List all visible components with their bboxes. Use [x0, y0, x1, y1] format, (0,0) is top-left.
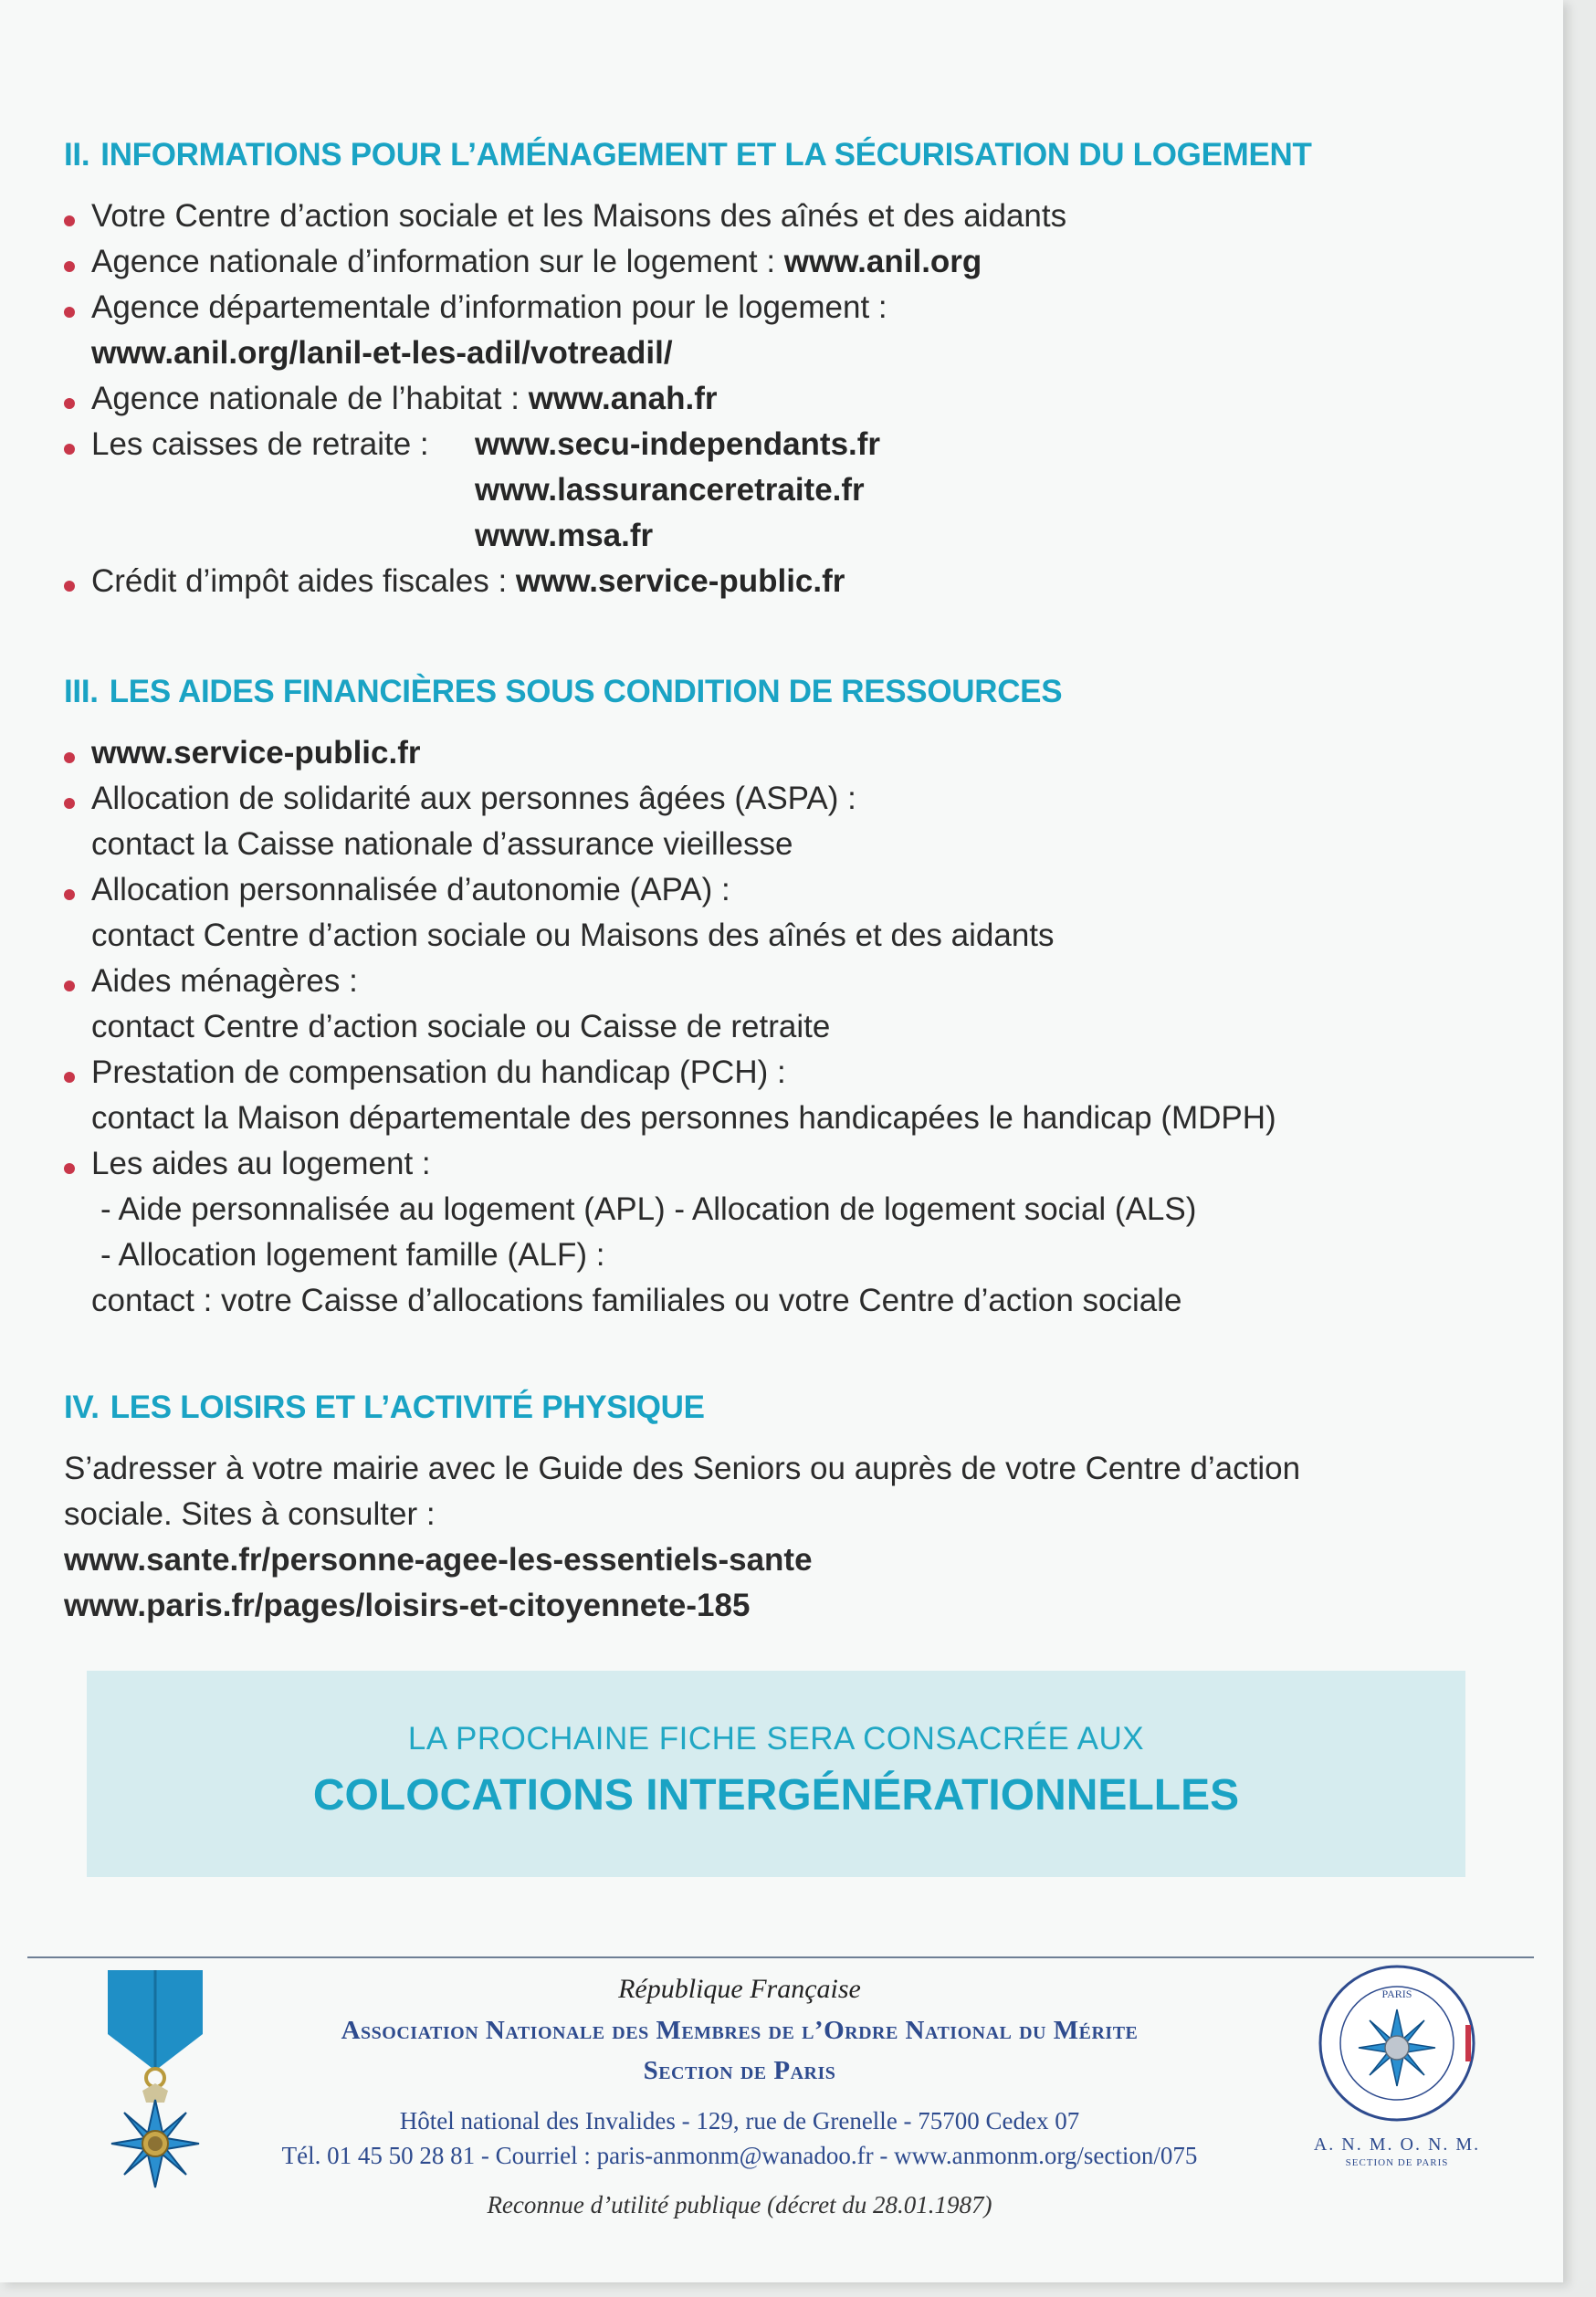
bullet-list [64, 194, 1488, 604]
link[interactable]: www.msa.fr [475, 518, 654, 553]
section-heading [64, 1390, 1488, 1426]
link[interactable]: www.paris.fr/pages/loisirs-et-citoyennete-185 [64, 1588, 751, 1623]
svg-text:PARIS: PARIS [1381, 1988, 1412, 2000]
list-item: Aides ménagères : contact Centre d’action sociale ou Caisse de retraite [64, 959, 1488, 1050]
association-seal-icon [1315, 1961, 1479, 2125]
section-financial-aid [64, 674, 1488, 1324]
list-item: Allocation de solidarité aux personnes âgées (ASPA) : contact la Caisse nationale d’assurance vieillesse [64, 776, 1488, 867]
paragraph: sociale. Sites à consulter : [64, 1496, 436, 1532]
republique-label: République Française [618, 1974, 861, 2004]
bullet-icon [64, 1163, 75, 1174]
list-item: Agence départementale d’information pour le logement : www.anil.org/lanil-et-les-adil/votreadil/ [64, 285, 1488, 376]
bullet-icon [64, 581, 75, 592]
bullet-icon [64, 889, 75, 900]
address: Hôtel national des Invalides - 129, rue de Grenelle - 75700 Cedex 07 [399, 2107, 1080, 2134]
bullet-icon [64, 307, 75, 318]
section-number: II. [64, 137, 90, 173]
bullet-icon [64, 981, 75, 991]
list-item: Les caisses de retraite : www.secu-independants.fr www.lassuranceretraite.fr www.msa.fr [64, 422, 1488, 559]
section-number: IV. [64, 1390, 100, 1425]
list-item: Agence nationale de l’habitat : www.anah.fr [64, 376, 1488, 422]
seal-caption: A. N. M. O. N. M. SECTION DE PARIS [1313, 2134, 1481, 2168]
paragraph: S’adresser à votre mairie avec le Guide des Seniors ou auprès de votre Centre d’action [64, 1451, 1301, 1486]
bullet-icon [64, 1072, 75, 1083]
recognition-note: Reconnue d’utilité publique (décret du 28.01.1987) [487, 2191, 992, 2218]
section-heading [64, 674, 1488, 710]
association-name: Association Nationale des Membres de l’Ordre National du Mérite [341, 2016, 1139, 2045]
footer-divider [27, 1956, 1534, 1958]
link[interactable]: www.lassuranceretraite.fr [475, 472, 865, 508]
link[interactable]: www.service-public.fr [91, 735, 421, 771]
list-item [64, 730, 1488, 776]
list-item: Crédit d’impôt aides fiscales : www.service-public.fr [64, 559, 1488, 604]
banner-intro: LA PROCHAINE FICHE SERA CONSACRÉE AUX [407, 1721, 1145, 1757]
section-title: LES LOISIRS ET L’ACTIVITÉ PHYSIQUE [110, 1390, 705, 1425]
next-issue-banner [87, 1671, 1465, 1877]
bullet-icon [64, 261, 75, 272]
list-item: Agence nationale d’information sur le logement : www.anil.org [64, 239, 1488, 285]
list-item: Prestation de compensation du handicap (PCH) : contact la Maison départementale des personnes handicapées le handicap (MDPH) [64, 1050, 1488, 1141]
section-title: LES AIDES FINANCIÈRES SOUS CONDITION DE RESSOURCES [109, 674, 1063, 709]
bullet-icon [64, 752, 75, 763]
link[interactable]: www.secu-independants.fr [475, 426, 881, 462]
link[interactable]: www.sante.fr/personne-agee-les-essentiels-sante [64, 1542, 813, 1578]
section-number: III. [64, 674, 99, 709]
section-title: INFORMATIONS POUR L’AMÉNAGEMENT ET LA SÉCURISATION DU LOGEMENT [100, 137, 1312, 173]
section-name: Section de Paris [643, 2056, 836, 2085]
bullet-icon [64, 444, 75, 455]
section-leisure [64, 1390, 1488, 1629]
contact-info: Tél. 01 45 50 28 81 - Courriel : paris-anmonm@wanadoo.fr - www.anmonm.org/section/075 [281, 2142, 1198, 2169]
section-heading [64, 137, 1488, 173]
list-item: Allocation personnalisée d’autonomie (APA) : contact Centre d’action sociale ou Maisons des aînés et des aidants [64, 867, 1488, 959]
list-item: Votre Centre d’action sociale et les Maisons des aînés et des aidants [64, 194, 1488, 239]
bullet-icon [64, 215, 75, 226]
bullet-icon [64, 798, 75, 809]
bullet-icon [64, 398, 75, 409]
link[interactable]: www.service-public.fr [515, 563, 845, 599]
link[interactable]: www.anil.org [783, 244, 982, 279]
section-housing-info [64, 137, 1488, 604]
link[interactable]: www.anah.fr [528, 381, 718, 416]
bullet-list [64, 730, 1488, 1324]
list-item: Les aides au logement : - Aide personnalisée au logement (APL) - Allocation de logement social (ALS) - Allocation logement famille (ALF) : contact : votre Caisse d’allocations familiales ou votre Centre d’action sociale [64, 1141, 1488, 1324]
link[interactable]: www.anil.org/lanil-et-les-adil/votreadil/ [91, 335, 673, 371]
banner-title: COLOCATIONS INTERGÉNÉRATIONNELLES [312, 1771, 1240, 1820]
